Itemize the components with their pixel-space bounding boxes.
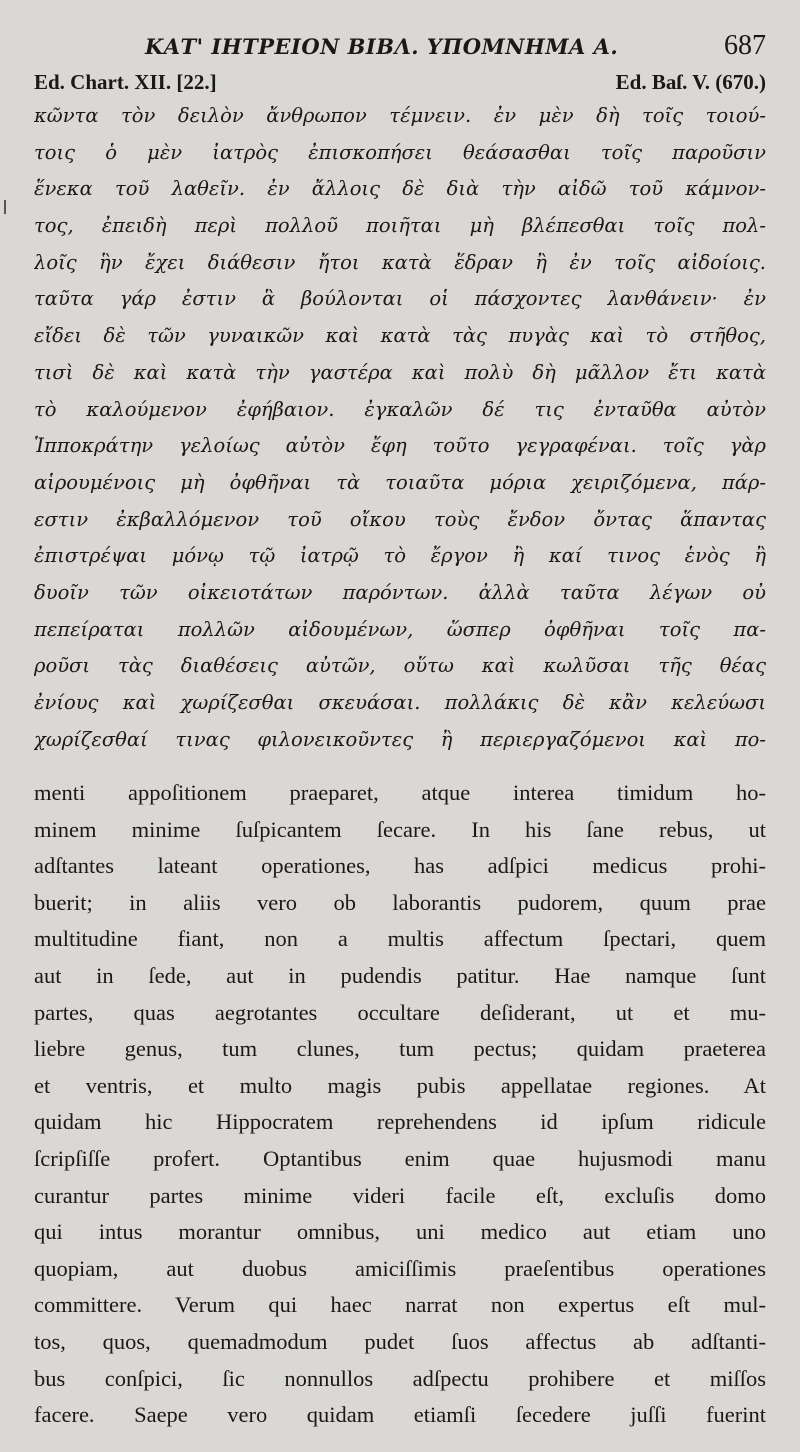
latin-line: liebre genus, tum clunes, tum pectus; quidam praeterea	[34, 1036, 766, 1062]
latin-line: curantur partes minime videri facile eſt, excluſis domo	[34, 1182, 766, 1208]
greek-text	[34, 98, 766, 758]
greek-line: ἕνεκα τοῦ λαθεῖν. ἐν ἄλλοις δὲ διὰ τὴν αἰδῶ τοῦ κάμνον-	[34, 177, 766, 201]
page-number: 687	[724, 30, 766, 61]
edition-chartier: Ed. Chart. XII. [22.]	[34, 70, 217, 94]
latin-line: qui intus morantur omnibus, uni medico aut etiam uno	[34, 1219, 766, 1245]
greek-line: τοις ὁ μὲν ἰατρὸς ἐπισκοπήσει θεάσασθαι τοῖς παροῦσιν	[34, 140, 766, 164]
edition-basel: Ed. Baſ. V. (670.)	[615, 70, 766, 94]
latin-line: menti appoſitionem praeparet, atque interea timidum ho-	[34, 780, 766, 805]
greek-line: ροῦσι τὰς διαθέσεις αὐτῶν, οὕτω καὶ κωλῦσαι τῆς θέας	[34, 654, 766, 678]
greek-line: τισὶ δὲ καὶ κατὰ τὴν γαστέρα καὶ πολὺ δὴ μᾶλλον ἔτι κατὰ	[34, 360, 766, 384]
greek-line: ἐπιστρέψαι μόνῳ τῷ ἰατρῷ τὸ ἔργον ἢ καί τινος ἑνὸς ἢ	[34, 544, 766, 568]
running-title: ΚΑΤ' ΙΗΤΡΕΙΟΝ ΒΙΒΛ. ΥΠΟΜΝΗΜΑ Α.	[145, 34, 619, 59]
latin-line: buerit; in aliis vero ob laborantis pudorem, quum prae	[34, 889, 766, 915]
latin-line: minem minime ſuſpicantem ſecare. In his ſane rebus, ut	[34, 816, 766, 842]
edition-references	[34, 70, 766, 96]
latin-line: et ventris, et multo magis pubis appellatae regiones. At	[34, 1072, 766, 1098]
greek-line: Ἱπποκράτην γελοίως αὐτὸν ἔφη τοῦτο γεγραφέναι. τοῖς γὰρ	[34, 434, 766, 458]
latin-text	[34, 775, 766, 1434]
latin-line: quopiam, aut duobus amiciſſimis praeſentibus operationes	[34, 1255, 766, 1281]
latin-line: ſcripſiſſe profert. Optantibus enim quae hujusmodi manu	[34, 1145, 766, 1171]
greek-line: τὸ καλούμενον ἐφήβαιον. ἐγκαλῶν δέ τις ἐνταῦθα αὐτὸν	[34, 397, 766, 421]
latin-line: tos, quos, quemadmodum pudet ſuos affectus ab adſtanti-	[34, 1328, 766, 1354]
greek-line: ταῦτα γάρ ἐστιν ἃ βούλονται οἱ πάσχοντες λανθάνειν· ἐν	[34, 287, 766, 311]
greek-line: αἱρουμένοις μὴ ὀφθῆναι τὰ τοιαῦτα μόρια χειριζόμενα, πάρ-	[34, 470, 766, 494]
latin-line: adſtantes lateant operationes, has adſpici medicus prohi-	[34, 853, 766, 879]
running-head	[0, 30, 800, 64]
latin-line: multitudine fiant, non a multis affectum ſpectari, quem	[34, 926, 766, 952]
latin-line: partes, quas aegrotantes occultare deſiderant, ut et mu-	[34, 999, 766, 1025]
greek-line: δυοῖν τῶν οἰκειοτάτων παρόντων. ἀλλὰ ταῦτα λέγων οὐ	[34, 580, 766, 604]
greek-line: κῶντα τὸν δειλὸν ἄνθρωπον τέμνειν. ἐν μὲν δὴ τοῖς τοιού-	[34, 104, 766, 127]
latin-line: aut in ſede, aut in pudendis patitur. Hae namque ſunt	[34, 962, 766, 988]
latin-line: bus conſpici, ſic nonnullos adſpectu prohibere et miſſos	[34, 1365, 766, 1391]
greek-line: πεπείραται πολλῶν αἰδουμένων, ὥσπερ ὀφθῆναι τοῖς πα-	[34, 617, 766, 641]
latin-line: quidam hic Hippocratem reprehendens id ipſum ridicule	[34, 1109, 766, 1135]
greek-line: εἴδει δὲ τῶν γυναικῶν καὶ κατὰ τὰς πυγὰς καὶ τὸ στῆθος,	[34, 324, 766, 348]
latin-line: facere. Saepe vero quidam etiamſi ſecedere juſſi fuerint	[34, 1402, 766, 1428]
latin-line: committere. Verum qui haec narrat non expertus eſt mul-	[34, 1292, 766, 1318]
greek-line: χωρίζεσθαί τινας φιλονεικοῦντες ἢ περιεργαζόμενοι καὶ πο-	[34, 727, 766, 751]
greek-line: τος, ἐπειδὴ περὶ πολλοῦ ποιῆται μὴ βλέπεσθαι τοῖς πολ-	[34, 214, 766, 238]
margin-tick	[4, 200, 6, 214]
greek-line: ἐνίους καὶ χωρίζεσθαι σκευάσαι. πολλάκις δὲ κἂν κελεύωσι	[34, 691, 766, 714]
greek-line: λοῖς ἣν ἔχει διάθεσιν ἤτοι κατὰ ἕδραν ἢ ἐν τοῖς αἰδοίοις.	[34, 250, 766, 274]
greek-line: εστιν ἐκβαλλόμενον τοῦ οἴκου τοὺς ἔνδον ὄντας ἅπαντας	[34, 507, 766, 531]
